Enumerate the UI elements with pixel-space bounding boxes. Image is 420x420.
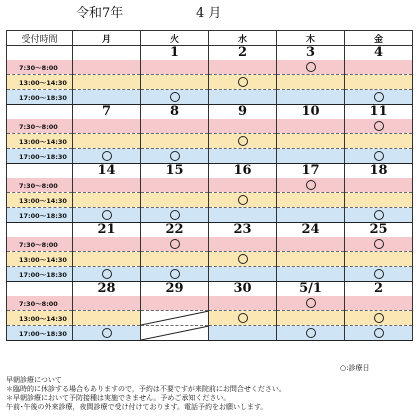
slot-cell-fri	[345, 267, 413, 282]
date-cell-mon: 21	[73, 223, 141, 238]
slot-cell-thu	[277, 237, 345, 252]
open-circle-icon	[170, 269, 180, 279]
time-slot-label: 13:00～14:30	[7, 134, 73, 149]
open-circle-icon	[306, 62, 316, 72]
slot-cell-mon	[73, 75, 141, 90]
slot-cell-wed	[209, 134, 277, 149]
slot-cell-mon	[73, 134, 141, 149]
date-cell-tue: 8	[141, 105, 209, 120]
slot-cell-fri	[345, 134, 413, 149]
date-cell-wed: 23	[209, 223, 277, 238]
slot-cell-tue	[141, 60, 209, 75]
time-slot-row	[7, 75, 413, 90]
open-circle-icon	[238, 136, 248, 146]
time-slot-label: 17:00～18:30	[7, 208, 73, 223]
time-slot-label: 13:00～14:30	[7, 75, 73, 90]
slot-cell-thu	[277, 267, 345, 282]
time-slot-label: 13:00～14:30	[7, 311, 73, 326]
time-slot-row	[7, 60, 413, 75]
slot-cell-tue	[141, 193, 209, 208]
time-slot-row	[7, 326, 413, 341]
slot-cell-wed	[209, 75, 277, 90]
time-slot-row	[7, 208, 413, 223]
slot-cell-fri	[345, 119, 413, 134]
open-circle-icon	[374, 92, 384, 102]
date-cell-fri: 18	[345, 164, 413, 179]
slot-cell-thu	[277, 208, 345, 223]
date-cell-mon: 14	[73, 164, 141, 179]
slot-cell-mon	[73, 252, 141, 267]
slot-cell-tue	[141, 267, 209, 282]
slot-cell-fri	[345, 178, 413, 193]
open-circle-icon	[102, 210, 112, 220]
time-slot-row	[7, 296, 413, 311]
slot-cell-thu	[277, 326, 345, 341]
closed-cell	[141, 326, 209, 341]
closed-slash-mark	[141, 326, 209, 340]
slot-cell-tue	[141, 237, 209, 252]
slot-cell-wed	[209, 90, 277, 105]
slot-cell-mon	[73, 149, 141, 164]
open-circle-icon	[102, 269, 112, 279]
slot-cell-fri	[345, 149, 413, 164]
date-cell-fri: 4	[345, 46, 413, 61]
slot-cell-fri	[345, 252, 413, 267]
slot-cell-thu	[277, 90, 345, 105]
slot-cell-mon	[73, 296, 141, 311]
open-circle-icon	[170, 151, 180, 161]
slot-cell-mon	[73, 90, 141, 105]
notes-heading: 早朝診療について	[6, 376, 62, 384]
slot-cell-thu	[277, 119, 345, 134]
time-slot-label: 17:00～18:30	[7, 149, 73, 164]
clinic-schedule-table	[6, 30, 413, 341]
time-slot-label: 13:00～14:30	[7, 252, 73, 267]
slot-cell-mon	[73, 237, 141, 252]
slot-cell-wed	[209, 119, 277, 134]
slot-cell-mon	[73, 208, 141, 223]
slot-cell-thu	[277, 296, 345, 311]
time-slot-row	[7, 134, 413, 149]
slot-cell-mon	[73, 193, 141, 208]
date-cell-thu: 5/1	[277, 282, 345, 297]
date-cell-wed: 2	[209, 46, 277, 61]
weekday-header-row	[7, 31, 413, 46]
note-line: 午前･午後の外来診療，夜間診療で受け付けております。電話予約をお願いします。	[6, 403, 268, 411]
date-cell-tue: 29	[141, 282, 209, 297]
slot-cell-mon	[73, 267, 141, 282]
date-row	[7, 46, 413, 61]
time-slot-label: 7:30～8:00	[7, 119, 73, 134]
slot-cell-wed	[209, 60, 277, 75]
slot-cell-thu	[277, 75, 345, 90]
weekday-wed: 水	[209, 31, 277, 46]
note-line: ＊臨時的に休診する場合もありますので，予約は不要ですが来院前にお問合せください。	[6, 385, 286, 393]
slot-cell-wed	[209, 208, 277, 223]
weekday-mon: 月	[73, 31, 141, 46]
slot-cell-thu	[277, 178, 345, 193]
time-slot-label: 13:00～14:30	[7, 193, 73, 208]
date-cell-fri: 25	[345, 223, 413, 238]
date-cell-tue: 22	[141, 223, 209, 238]
date-cell-mon: 7	[73, 105, 141, 120]
date-cell-tue: 1	[141, 46, 209, 61]
time-slot-row	[7, 252, 413, 267]
slot-cell-wed	[209, 149, 277, 164]
slot-cell-wed	[209, 193, 277, 208]
era-year: 令和7年	[76, 6, 124, 21]
slot-cell-fri	[345, 193, 413, 208]
slot-cell-fri	[345, 75, 413, 90]
closed-slash-line	[141, 311, 209, 325]
open-circle-icon	[170, 239, 180, 249]
time-slot-label: 7:30～8:00	[7, 237, 73, 252]
time-slot-row	[7, 237, 413, 252]
time-slot-row	[7, 311, 413, 326]
open-circle-icon	[306, 328, 316, 338]
slot-cell-tue	[141, 75, 209, 90]
date-cell-wed: 9	[209, 105, 277, 120]
open-circle-icon	[238, 77, 248, 87]
open-circle-icon	[170, 210, 180, 220]
time-slot-row	[7, 90, 413, 105]
time-slot-label: 7:30～8:00	[7, 296, 73, 311]
closed-slash-line	[141, 326, 209, 340]
open-circle-icon	[374, 269, 384, 279]
time-slot-row	[7, 178, 413, 193]
weekday-tue: 火	[141, 31, 209, 46]
date-row-label	[7, 164, 73, 179]
slot-cell-thu	[277, 134, 345, 149]
date-row	[7, 105, 413, 120]
weekday-fri: 金	[345, 31, 413, 46]
open-circle-icon	[238, 195, 248, 205]
date-cell-tue: 15	[141, 164, 209, 179]
slot-cell-fri	[345, 208, 413, 223]
slot-cell-tue	[141, 119, 209, 134]
slot-cell-tue	[141, 296, 209, 311]
open-circle-icon	[238, 313, 248, 323]
date-cell-mon: 28	[73, 282, 141, 297]
slot-cell-wed	[209, 252, 277, 267]
calendar-title	[0, 0, 420, 22]
slot-cell-wed	[209, 296, 277, 311]
date-cell-mon	[73, 46, 141, 61]
slot-cell-wed	[209, 237, 277, 252]
reception-hours-header: 受付時間	[7, 31, 73, 46]
slot-cell-mon	[73, 326, 141, 341]
open-circle-icon	[238, 254, 248, 264]
time-slot-label: 17:00～18:30	[7, 90, 73, 105]
slot-cell-thu	[277, 252, 345, 267]
open-circle-icon	[374, 328, 384, 338]
open-circle-icon	[306, 298, 316, 308]
date-row	[7, 164, 413, 179]
open-circle-icon	[374, 151, 384, 161]
time-slot-row	[7, 193, 413, 208]
date-row-label	[7, 46, 73, 61]
month: 4 月	[196, 6, 222, 21]
time-slot-label: 17:00～18:30	[7, 267, 73, 282]
date-row	[7, 282, 413, 297]
slot-cell-tue	[141, 252, 209, 267]
date-row-label	[7, 223, 73, 238]
open-circle-icon	[102, 151, 112, 161]
date-cell-wed: 16	[209, 164, 277, 179]
slot-cell-fri	[345, 90, 413, 105]
open-circle-icon	[102, 328, 112, 338]
open-circle-icon	[374, 313, 384, 323]
date-row-label	[7, 282, 73, 297]
slot-cell-fri	[345, 237, 413, 252]
slot-cell-fri	[345, 326, 413, 341]
calendar-body	[7, 46, 413, 341]
open-circle-icon	[374, 239, 384, 249]
date-cell-fri: 2	[345, 282, 413, 297]
date-cell-fri: 11	[345, 105, 413, 120]
slot-cell-wed	[209, 178, 277, 193]
slot-cell-mon	[73, 119, 141, 134]
legend: ○:診療日	[340, 364, 370, 372]
note-line: ＊早朝診療において予防接種は実施できません。予めご承知ください。	[6, 394, 231, 402]
notes	[6, 376, 416, 412]
slot-cell-wed	[209, 326, 277, 341]
slot-cell-thu	[277, 60, 345, 75]
slot-cell-tue	[141, 149, 209, 164]
slot-cell-tue	[141, 134, 209, 149]
slot-cell-thu	[277, 149, 345, 164]
closed-slash-mark	[141, 311, 209, 325]
date-cell-thu: 3	[277, 46, 345, 61]
time-slot-row	[7, 119, 413, 134]
date-row-label	[7, 105, 73, 120]
slot-cell-tue	[141, 90, 209, 105]
closed-cell	[141, 311, 209, 326]
weekday-thu: 木	[277, 31, 345, 46]
slot-cell-wed	[209, 267, 277, 282]
open-circle-icon	[374, 210, 384, 220]
time-slot-row	[7, 149, 413, 164]
open-circle-icon	[170, 92, 180, 102]
date-cell-thu: 24	[277, 223, 345, 238]
slot-cell-thu	[277, 311, 345, 326]
open-circle-icon	[374, 121, 384, 131]
date-cell-wed: 30	[209, 282, 277, 297]
slot-cell-fri	[345, 60, 413, 75]
slot-cell-fri	[345, 296, 413, 311]
slot-cell-tue	[141, 178, 209, 193]
slot-cell-wed	[209, 311, 277, 326]
date-cell-thu: 17	[277, 164, 345, 179]
open-circle-icon	[306, 180, 316, 190]
slot-cell-thu	[277, 193, 345, 208]
time-slot-label: 7:30～8:00	[7, 178, 73, 193]
time-slot-label: 17:00～18:30	[7, 326, 73, 341]
time-slot-label: 7:30～8:00	[7, 60, 73, 75]
slot-cell-mon	[73, 178, 141, 193]
time-slot-row	[7, 267, 413, 282]
date-row	[7, 223, 413, 238]
slot-cell-tue	[141, 208, 209, 223]
slot-cell-fri	[345, 311, 413, 326]
slot-cell-mon	[73, 60, 141, 75]
slot-cell-mon	[73, 311, 141, 326]
date-cell-thu: 10	[277, 105, 345, 120]
